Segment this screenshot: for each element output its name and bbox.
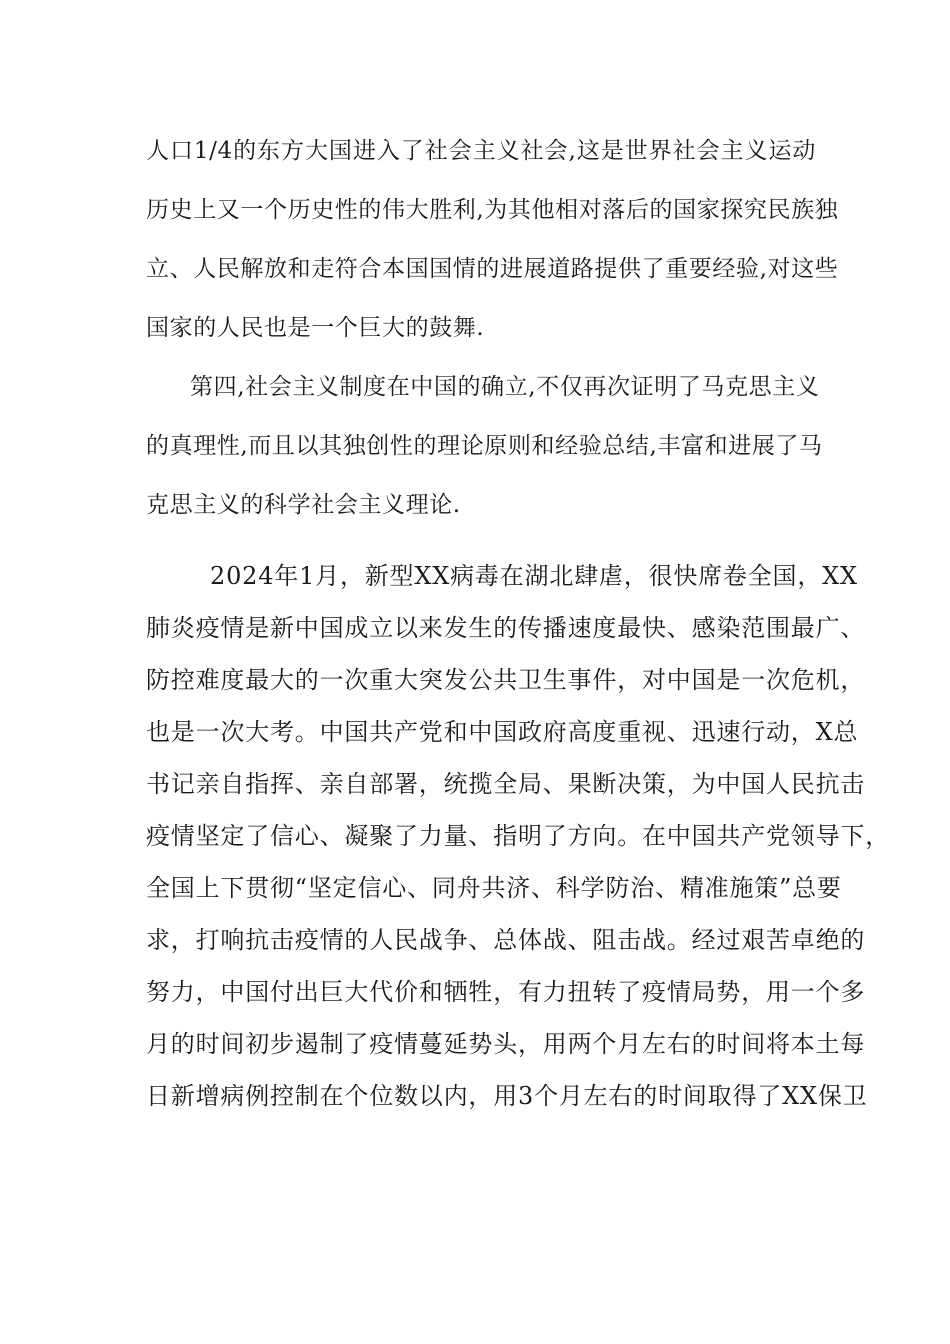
text-line: 国家的人民也是一个巨大的鼓舞.: [146, 315, 485, 341]
text-line: 历史上又一个历史性的伟大胜利,为其他相对落后的国家探究民族独: [146, 197, 839, 223]
text-line: 也是一次大考。中国共产党和中国政府高度重视、迅速行动，X总: [146, 718, 859, 746]
text-line: 努力，中国付出巨大代价和牺牲，有力扭转了疫情局势，用一个多: [146, 978, 866, 1006]
text-line: 肺炎疫情是新中国成立以来发生的传播速度最快、感染范围最广、: [146, 614, 866, 642]
text-line: 防控难度最大的一次重大突发公共卫生事件，对中国是一次危机，: [146, 666, 866, 694]
text-line: 第四,社会主义制度在中国的确立,不仅再次证明了马克思主义: [190, 374, 820, 400]
text-line: 的真理性,而且以其独创性的理论原则和经验总结,丰富和进展了马: [146, 433, 823, 459]
text-line: 人口1/4的东方大国进入了社会主义社会,这是世界社会主义运动: [146, 138, 816, 164]
text-line: 书记亲自指挥、亲自部署，统揽全局、果断决策，为中国人民抗击: [146, 770, 866, 798]
text-line: 全国上下贯彻“坚定信心、同舟共济、科学防治、精准施策”总要: [146, 874, 842, 902]
text-line: 月的时间初步遏制了疫情蔓延势头，用两个月左右的时间将本土每: [146, 1030, 866, 1058]
text-line: 日新增病例控制在个位数以内，用3个月左右的时间取得了XX保卫: [146, 1082, 868, 1110]
text-line: 克思主义的科学社会主义理论.: [146, 492, 461, 518]
text-line: 2024年1月，新型XX病毒在湖北肆虐，很快席卷全国，XX: [210, 562, 858, 590]
text-line: 求，打响抗击疫情的人民战争、总体战、阻击战。经过艰苦卓绝的: [146, 926, 866, 954]
text-line: 疫情坚定了信心、凝聚了力量、指明了方向。在中国共产党领导下，: [146, 822, 890, 850]
text-line: 立、人民解放和走符合本国国情的进展道路提供了重要经验,对这些: [146, 256, 839, 282]
